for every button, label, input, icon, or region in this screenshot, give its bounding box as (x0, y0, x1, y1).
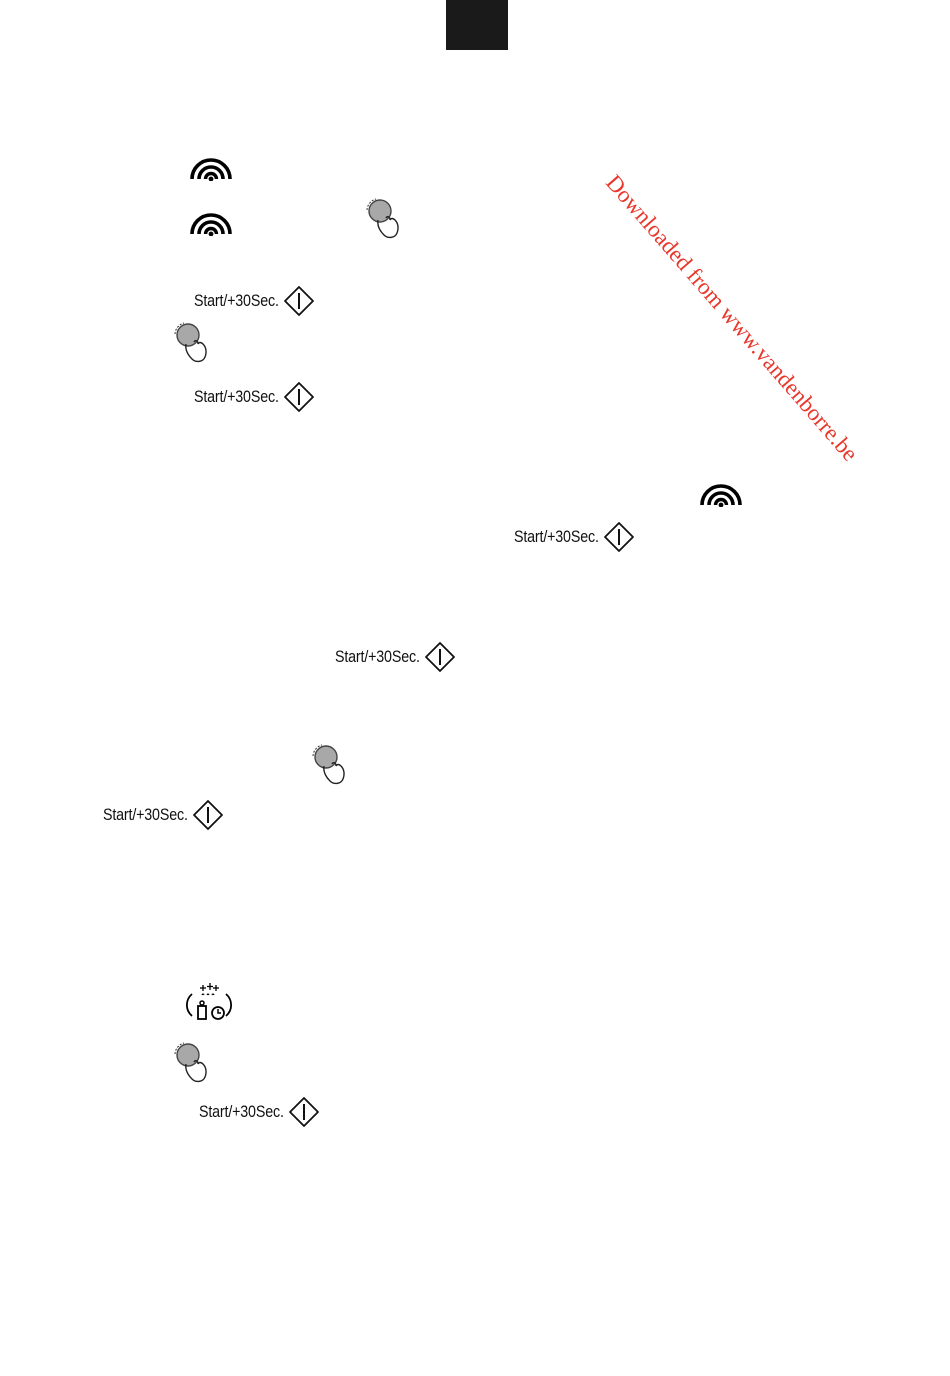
start-diamond-icon (288, 1096, 320, 1128)
page-tab-marker (446, 0, 508, 50)
microwave-power-icon (696, 477, 746, 507)
start-button (194, 285, 315, 317)
start-button-label: Start/+30Sec. (194, 291, 279, 310)
rotary-dial-icon (310, 742, 350, 786)
start-button (514, 521, 635, 553)
start-diamond-icon (283, 381, 315, 413)
start-diamond-icon (283, 285, 315, 317)
microwave-power-icon (186, 151, 236, 181)
start-button-label: Start/+30Sec. (335, 647, 420, 666)
start-button (199, 1096, 320, 1128)
start-diamond-icon (424, 641, 456, 673)
start-button-label: Start/+30Sec. (199, 1102, 284, 1121)
rotary-dial-icon (172, 320, 212, 364)
defrost-icon (182, 982, 236, 1022)
start-button-label: Start/+30Sec. (103, 805, 188, 824)
microwave-power-icon (186, 206, 236, 236)
start-button (194, 381, 315, 413)
start-button (335, 641, 456, 673)
start-diamond-icon (603, 521, 635, 553)
rotary-dial-icon (364, 196, 404, 240)
start-button (103, 799, 224, 831)
start-diamond-icon (192, 799, 224, 831)
rotary-dial-icon (172, 1040, 212, 1084)
watermark: Downloaded from www.vandenborre.be (601, 170, 863, 466)
start-button-label: Start/+30Sec. (194, 387, 279, 406)
start-button-label: Start/+30Sec. (514, 527, 599, 546)
